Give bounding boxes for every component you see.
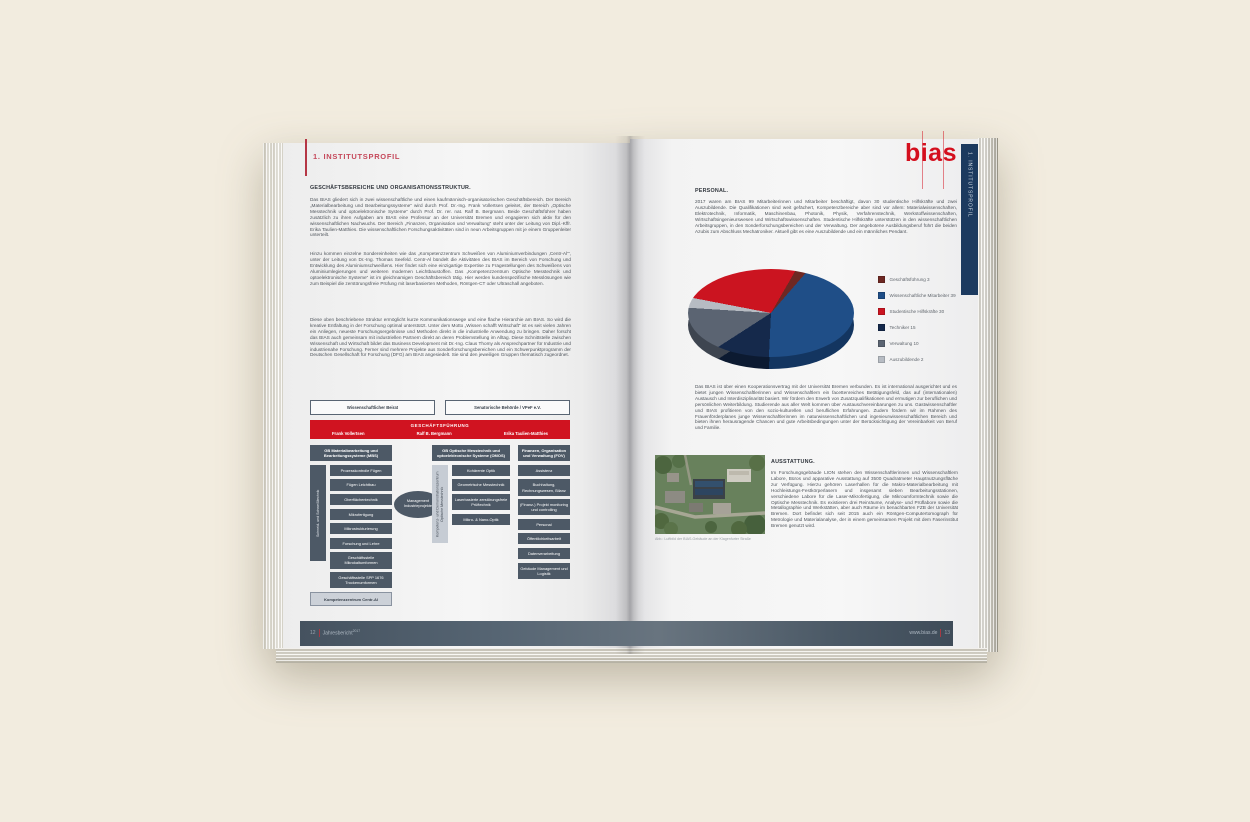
org-box-group: Geschäftsstelle Mikrokaltumformen xyxy=(330,552,392,568)
personal-heading: PERSONAL. xyxy=(695,188,729,194)
personal-paragraph: 2017 waren am BIAS 99 Mitarbeiterinnen und Mitarbeiter beschäftigt, davon 30 studentische Hilfskräfte und zwei Auszubildende. Die Qualifikationen sind weit gefächert, Kompetenzbereiche aber sind vor allem: Materialwissenschaften, Elektrotechnik, Informatik, Maschinenbau, Photonik, Physik, Verfahrenstechnik, Werkstoffwissenschaften, Wirtschaftsingenieurswesen und Wirtschaftswissenschaften. Studentische Hilfskräfte unterstützen in den wissenschaftlichen Arbeitsgruppen, in den Sonderforschungsbereichen und der Verwaltung. Der angebotene Ausbildungsberuf führt die beiden Azubis zum Abschluss Mechatroniker. Aktuell gibt es eine Auszubildende und ein männliches Pendant. xyxy=(695,199,957,234)
org-box-group: Kohärente Optik xyxy=(452,465,510,476)
org-box-group: Fügen Leichtbau xyxy=(330,479,392,490)
legend-label: Geschäftsführung 3 xyxy=(889,277,930,282)
aerial-photo-graphic xyxy=(655,455,765,534)
orgstructure-paragraph-3: Diese oben beschriebene Struktur ermöglicht kurze Kommunikationswege und eine flache Hierarchie am BIAS. So wird die kreative Entfaltung in der Forschung optimal unterstützt. Unter dem Motto „Wissen schafft Wirtschaft“ ist es seit vielen Jahren ein Anliegen, neueste Forschungsergebnisse und Methoden direkt in die industrielle Anwendung zu bringen. Daher forscht das BIAS auch gemeinsam mit industriellen Partnern direkt an deren Problemstellung im Alltag. Diese Schnittstelle zwischen Wissenschaft und Wirtschaft bildet das Business Development mit Dr.-Ing. Claus Thomy als Ansprechpartner für Industrie und industrienahe Forschung. Ferner sind mehrere Projekte aus Sonderforschungsbereichen und ein Schwerpunktprogramm der Deutschen Gesellschaft für Forschung (DFG) am BIAS angesiedelt. Sie sind den jeweiligen Gruppen thematisch zugeordnet. xyxy=(310,317,571,358)
org-box-group: Forschung und Lehre xyxy=(330,538,392,549)
page-stack-right-edge xyxy=(978,138,998,652)
org-box-group: Öffentlichkeitsarbeit xyxy=(518,533,570,544)
legend-label: Techniker 15 xyxy=(889,325,916,330)
orgstructure-heading: GESCHÄFTSBEREICHE UND ORGANISATIONSSTRUKTUR. xyxy=(310,185,471,191)
org-box-group: Mikro- & Nano-Optik xyxy=(452,514,510,525)
legend-label: Wissenschaftliche Mitarbeiter 39 xyxy=(889,293,956,298)
page-number-right: 13 xyxy=(944,630,950,636)
footer-divider xyxy=(319,629,320,637)
org-band-geschaeftsfuehrung xyxy=(310,420,570,439)
photo-caption: Abb.: Luftbild der BIAS-Gebäude an der Klagenfurter Straße xyxy=(655,537,751,541)
legend-item xyxy=(878,324,956,331)
org-oval-management-industrieprojekte: Management Industrieprojekte xyxy=(394,491,442,518)
kooperation-paragraph: Das BIAS ist über einen Kooperationsvertrag mit der Universität Bremen verbunden. Es ist international ausgerichtet und es bietet jungen Wissenschaftlerinnen und Wissenschaftlern ein facettenreiches Betätigungsfeld, das auf (internationalen) Austausch und Interdisziplinarität basiert. Wir fördern den Erwerb von Zusatzqualifikationen und ermutigen zur beruflichen und persönlichen Weiterbildung. Studierende aus aller Welt kommen über Austauschvereinbarungen zu uns. Gastwissenschaftler und BIAS profitieren von den sozio-kulturellen und beruflichen Erfahrungen. Zudem fördern wir im Rahmen des Frauenförderplanes junge Wissenschaftlerinnen im naturwissenschaftlichen und ingenieurwissenschaftlichen Bereich und bieten ihnen herausragende Chancen und gute Arbeitsbedingungen unter der Berücksichtigung der Vereinbarkeit von Beruf und Familie. xyxy=(695,384,957,431)
org-leader-name: Ralf B. Bergmann xyxy=(416,430,452,436)
aerial-photo xyxy=(655,455,765,534)
legend-swatch xyxy=(878,276,885,283)
legend-swatch xyxy=(878,308,885,315)
org-box-group: Assistenz xyxy=(518,465,570,476)
org-box-group: Geometrische Messtechnik xyxy=(452,479,510,490)
org-column-mbs xyxy=(310,445,392,607)
legend-swatch xyxy=(878,356,885,363)
footer-report-label: Jahresbericht$^{2017}$ xyxy=(322,629,361,637)
org-box-group: Oberflächentechnik xyxy=(330,494,392,505)
ausstattung-heading: AUSSTATTUNG. xyxy=(771,459,815,465)
legend-label: Auszubildende 2 xyxy=(889,357,924,362)
legend-item xyxy=(878,356,956,363)
org-header-omos: GB Optische Messtechnik und optoelektronische Systeme (OMOS) xyxy=(432,445,510,461)
section-title: 1. INSTITUTSPROFIL xyxy=(313,152,401,161)
org-box-senatorische-behoerde: Senatorische Behörde / VPeF e.V. xyxy=(445,400,570,415)
legend-swatch xyxy=(878,324,885,331)
section-title-rule xyxy=(305,139,307,176)
org-box-group: Buchhaltung, Rechnungswesen, Bilanz xyxy=(518,479,570,495)
org-leader-name: Erika Taulien-Matthies xyxy=(503,430,548,436)
footer-divider xyxy=(940,629,941,637)
footer-right xyxy=(840,629,950,637)
legend-item xyxy=(878,292,956,299)
footer-url: www.bias.de xyxy=(909,630,938,636)
org-box-group: (Finanz-) Projekt monitoring und controlling xyxy=(518,499,570,515)
legend-label: Studentische Hilfskräfte 30 xyxy=(889,309,945,314)
org-box-group: Prozesskontrolle Fügen xyxy=(330,465,392,476)
legend-swatch xyxy=(878,340,885,347)
orgstructure-paragraph-1: Das BIAS gliedert sich in zwei wissenschaftliche und einen kaufmännisch-organisatorischen Geschäftsbereich. Der Bereich „Materialbearbeitung und Bearbeitungssysteme“ wird durch Prof. Dr.-Ing. Frank Vollertsen geleitet, der Bereich „Optische Messtechnik und optoelektronische Systeme“ durch Prof. Dr. rer. nat. Ralf B. Bergmann. Beide Geschäftsführer haben zusätzlich zu ihren Aufgaben am BIAS eine Professur an der Universität Bremen und engagieren sich aktiv für den wissenschaftlichen Nachwuchs. Der Bereich „Finanzen, Organisation und Verwaltung“ steht unter der Leitung von Dipl.-Kffr. Erika Taulien-Matthies. Die wissenschaftlichen Forschungsaktivitäten sind in neun Arbeitsgruppen mit je einem Gruppenleiter unterteilt. xyxy=(310,197,571,238)
org-column-omos xyxy=(432,445,510,543)
org-chart xyxy=(310,400,570,606)
page-stack-bottom-edge xyxy=(276,648,987,663)
org-header-fov: Finanzen, Organisation und Verwaltung (FOV) xyxy=(518,445,570,461)
org-box-group: Datenverarbeitung xyxy=(518,548,570,559)
ausstattung-paragraph: Im Forschungsgebäude LION stehen den Wissenschaftlerinnen und Wissenschaftlern Labore, Büros und apparative Ausstattung auf 3500 Quadratmeter Hauptnutzungsfläche zur Verfügung. Hierzu gehören Laserhallen für die Makro-Materialbearbeitung mit Hochleistungs-Festkörperlasern und insgesamt sieben Bearbeitungsstationen, verschiedene Labore für die Laser-Mikrofertigung, die Mikroumformtechnik sowie die Optische Messtechnik. Es existieren drei Reinräume, Analyse- und Prüflabore sowie die Metallographie und Werkstätten, aber auch Räume im benachbarten FZB der Universität Bremen. Dort befindet sich seit 2015 auch ein Röntgen-Computertomograph für Metrologie und Materialanalyse, der in einem gemeinsamen Projekt mit dem Faserinstitut Bremen genutzt wird. xyxy=(771,470,958,529)
orgstructure-paragraph-2: Hinzu kommen einzelne Sondereinheiten wie das „Kompetenzzentrum Schweißen von Aluminiumverbindungen ‚Centr-Al‘“, unter der Leitung von Dr.-Ing. Thomas Seefeld. Centr-Al bündelt die Aktivitäten des BIAS im Bereich von Forschung und Entwicklung des Aluminiumschweißens. Hier findet sich eine einzigartige Expertise zu Fragestellungen des Schweißens von Aluminiumlegierungen und weiteren modernen Leichtbaustoffen. Das „Kompetenzzentrum Optische Messtechnik und optoelektronische Systeme“ ist im gleichnamigen Geschäftsbereich tätig. Hier werden kundenspezifische Messlösungen wie zum Beispiel die zerstörungsfreie Prüfung mit laserbasierten Methoden, Röntgen-CT oder Ultraschall angeboten. xyxy=(310,251,571,286)
legend-item xyxy=(878,308,956,315)
footer-report-year: 2017 xyxy=(352,629,361,634)
staff-pie-chart xyxy=(688,269,854,370)
org-leader-name: Frank Vollertsen xyxy=(332,430,365,436)
org-box-group: Mikrostrukturierung xyxy=(330,523,392,534)
pie-top xyxy=(688,269,854,357)
org-column-fov xyxy=(518,445,570,579)
bias-logo: bias xyxy=(904,139,957,167)
org-box-group: Laserbasierte zerstörungsfreie Prüftechnik xyxy=(452,494,510,510)
org-box-group: Geschäftsstelle SPP 1676 Trockenumformen xyxy=(330,572,392,588)
org-box-group: Gebäude Management und Logistik xyxy=(518,563,570,579)
org-box-wissenschaftlicher-beirat: Wissenschaftlicher Beirat xyxy=(310,400,435,415)
org-header-mbs: GB Materialbearbeitung und Bearbeitungssysteme (MBS) xyxy=(310,445,392,461)
page-stack-left-edge xyxy=(263,143,283,649)
org-box-group: Mikrofertigung xyxy=(330,509,392,520)
legend-item xyxy=(878,276,956,283)
legend-label: Verwaltung 10 xyxy=(889,341,919,346)
page-number-left: 12 xyxy=(310,630,316,636)
legend-swatch xyxy=(878,292,885,299)
pie-legend xyxy=(878,276,956,372)
org-strip-mbs: Schneid- und Schweißtechnik xyxy=(310,465,326,561)
org-strip-omos: Kompetenz- und Demonstrationszentrum Optische Messtechnik xyxy=(432,465,448,543)
org-band-title: GESCHÄFTSFÜHRUNG xyxy=(410,423,470,428)
org-box-centr-al: Kompetenzzentrum Centr-Al xyxy=(310,592,392,606)
org-box-group: Personal xyxy=(518,519,570,530)
legend-item xyxy=(878,340,956,347)
chapter-side-tab: 1. INSTITUTSPROFIL xyxy=(961,144,978,295)
footer-left xyxy=(310,629,360,637)
